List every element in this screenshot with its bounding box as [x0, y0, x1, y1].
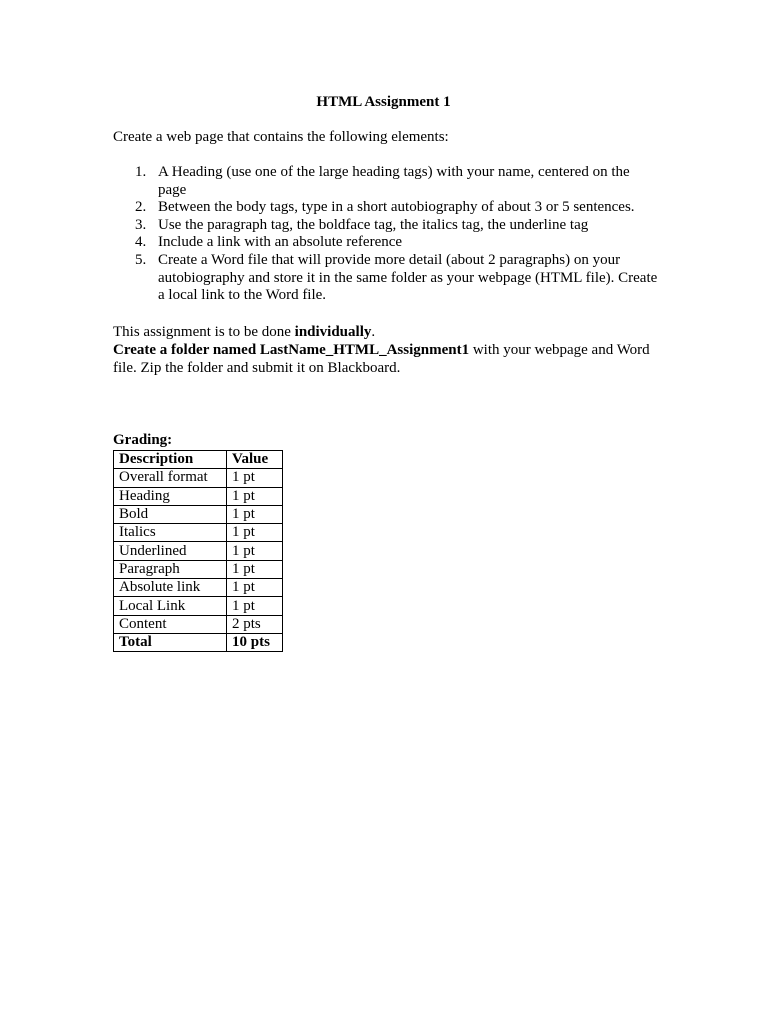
list-item-text: A Heading (use one of the large heading tags) with your name, centered on the page: [158, 164, 630, 198]
intro-paragraph: Create a web page that contains the following elements:: [113, 129, 449, 145]
note-suffix: .: [371, 324, 376, 340]
row-value: 1 pt: [227, 469, 283, 487]
row-value: 1 pt: [227, 542, 283, 560]
folder-name-instruction: Create a folder named LastName_HTML_Assignment1: [113, 341, 470, 358]
note-prefix: This assignment is to be done: [113, 324, 295, 340]
column-header-description: Description: [114, 451, 227, 469]
list-item-text: Between the body tags, type in a short autobiography of about 3 or 5 sentences.: [158, 199, 635, 216]
note-emphasis: individually: [294, 324, 372, 340]
row-description: Underlined: [114, 542, 227, 560]
table-row: [114, 505, 283, 523]
document-title: HTML Assignment 1: [316, 94, 451, 110]
list-item-number: 5.: [135, 251, 147, 268]
row-description: Overall format: [114, 469, 227, 487]
list-item-number: 1.: [135, 164, 147, 180]
row-value: 2 pts: [227, 615, 283, 633]
row-description: Bold: [114, 505, 227, 523]
table-row: [114, 487, 283, 505]
list-item: [113, 217, 658, 235]
row-description: Paragraph: [114, 560, 227, 578]
row-value: 1 pt: [227, 524, 283, 542]
list-item-number: 3.: [135, 216, 147, 233]
table-row: [114, 615, 283, 633]
row-value: 1 pt: [227, 597, 283, 615]
list-item-text: Create a Word file that will provide more detail (about 2 paragraphs) on your autobiography and store it in the same folder as your webpage (HTML file). Create a local link to the Word file.: [158, 251, 658, 304]
table-row: [114, 560, 283, 578]
list-item-text: Include a link with an absolute reference: [158, 234, 403, 251]
requirements-list: [113, 164, 658, 305]
row-value: 1 pt: [227, 579, 283, 597]
list-item-number: 2.: [135, 199, 147, 216]
submission-note: [113, 324, 658, 377]
row-description: Absolute link: [114, 579, 227, 597]
list-item: [113, 252, 658, 305]
individual-note: [113, 324, 658, 342]
table-header-row: [114, 451, 283, 469]
row-value: 1 pt: [227, 505, 283, 523]
grading-table: [113, 450, 283, 652]
row-value: 1 pt: [227, 487, 283, 505]
table-row: [114, 542, 283, 560]
column-header-value: Value: [227, 451, 283, 469]
total-row: [114, 633, 283, 651]
folder-instruction: [113, 342, 658, 378]
row-value: 1 pt: [227, 560, 283, 578]
list-item: [113, 199, 658, 217]
list-item: [113, 164, 658, 199]
list-item: [113, 234, 658, 252]
folder-instruction-rest: with your webpage and Word file. Zip the folder and submit it on Blackboard.: [113, 341, 650, 376]
total-value: 10 pts: [227, 633, 283, 651]
list-item-number: 4.: [135, 234, 147, 251]
table-row: [114, 524, 283, 542]
grading-label: Grading:: [113, 432, 173, 448]
table-row: [114, 579, 283, 597]
table-row: [114, 469, 283, 487]
row-description: Local Link: [114, 597, 227, 615]
total-description: Total: [114, 633, 227, 651]
row-description: Heading: [114, 487, 227, 505]
row-description: Italics: [114, 524, 227, 542]
table-row: [114, 597, 283, 615]
list-item-text: Use the paragraph tag, the boldface tag, the italics tag, the underline tag: [158, 216, 589, 233]
row-description: Content: [114, 615, 227, 633]
